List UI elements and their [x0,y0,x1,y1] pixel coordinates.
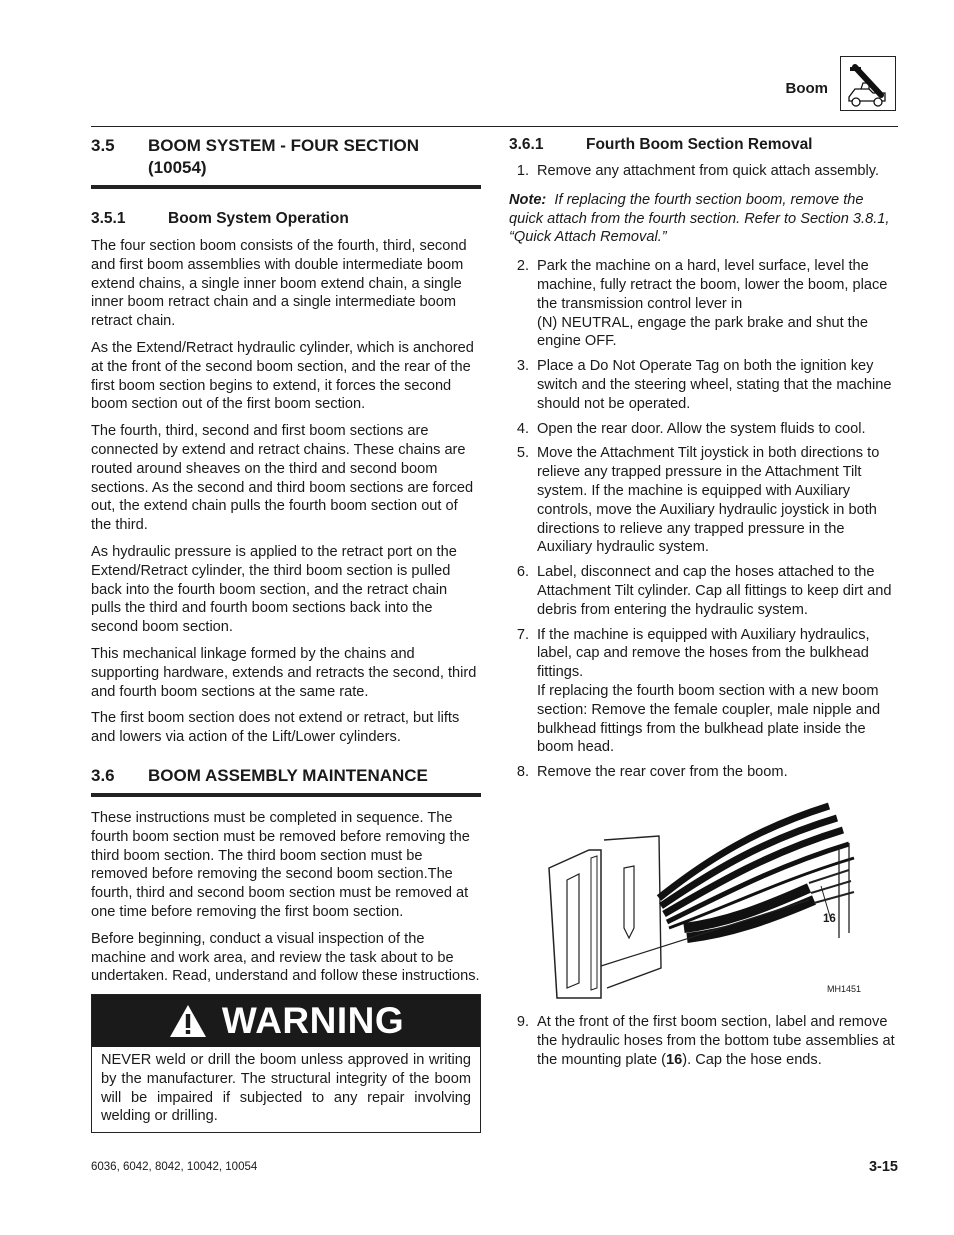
section-title-line2: (10054) [148,158,207,177]
paragraph: Before beginning, conduct a visual inspection of the machine and work area, and review the task about to be undertaken. Read, understand and follow these instructions. [91,930,480,985]
paragraph: The four section boom consists of the fourth, third, second and first boom assemblies with double intermediate boom extend chains, a single inner boom extend chain, a single inner boom retract chain and a single intermediate boom retract chain. [91,238,467,330]
step-item [509,763,898,782]
step-text [529,444,898,557]
step-text-line: If replacing the fourth boom section with a new boom section: Remove the female coupler, male nipple and bulkhead fittings from the bulkhead plate inside the boom head. [537,682,881,756]
step-text-line: Open the rear door. Allow the system fluids to cool. [537,420,866,437]
step-number: 8. [516,764,529,781]
step-text-line: Park the machine on a hard, level surface, level the machine, fully retract the boom, lower the boom, place the transmission control lever in [537,258,888,312]
boom-machine-icon [840,56,896,111]
section-number: 3.5 [91,136,115,155]
step-text-line: (N) NEUTRAL, engage the park brake and shut the engine OFF. [537,314,868,350]
steps-list [509,257,898,782]
figure-id: MH1451 [827,983,862,994]
footer-model-numbers: 6036, 6042, 8042, 10042, 10054 [91,1161,258,1173]
step-text [529,357,898,413]
warning-triangle-icon [168,1003,208,1039]
step-item [509,257,898,351]
note-text: If replacing the fourth section boom, remove the quick attach from the fourth section. Refer to Section 3.8.1, “Quick Attach Removal.” [509,191,890,246]
boom-hose-illustration [509,788,898,1003]
step-text-line: If the machine is equipped with Auxiliary hydraulics, label, cap and remove the hoses from the bulkhead fittings. [537,626,870,681]
warning-text: NEVER weld or drill the boom unless approved in writing by the manufacturer. The structural integrity of the boom will be impaired if subjected to any repair involving welding or drilling. [101,1052,471,1125]
subsection-number: 3.6.1 [509,136,544,153]
section-title: BOOM ASSEMBLY MAINTENANCE [148,765,428,785]
boom-rear-hose-figure [509,788,898,1003]
subsection-title: Boom System Operation [168,210,349,227]
paragraph: The fourth, third, second and first boom sections are connected by extend and retract chains. These chains are routed around sheaves on the third and second boom sections. As the second and third boom sections are forced out, the extend chain pulls the fourth boom section out of the third. [91,423,474,534]
step-number: 3. [516,358,529,375]
paragraph: The first boom section does not extend or retract, but lifts and lowers via action of the Lift/Lower cylinders. [91,710,460,746]
step-text [529,563,898,619]
step-text-line: Move the Attachment Tilt joystick in both directions to relieve any trapped pressure in the Attachment Tilt system. If the machine is equipped with Auxiliary controls, move the Auxiliary hydraulic joystick in both directions to relieve any trapped pressure in the Auxiliary hydraulic system. [537,445,880,556]
paragraph: These instructions must be completed in sequence. The fourth boom section must be removed before removing the third boom section. The third boom section must be removed before removing the second boom section.The fourth, third and second boom section must be removed at one time before removing the first boom section. [91,809,470,920]
step-number: 1. [516,163,529,179]
section-number: 3.6 [91,765,115,785]
subsection-title: Fourth Boom Section Removal [586,136,813,153]
section-3-5-1-heading [91,209,481,229]
section-title-line1: BOOM SYSTEM - FOUR SECTION [148,136,420,155]
step-number: 5. [516,445,529,462]
step-item [509,626,898,758]
step-text [529,257,898,351]
step-text [529,626,898,758]
section-3-6-heading [91,765,481,797]
step-text-part: ). Cap the hose ends. [682,1051,822,1068]
step-callout-ref: 16 [666,1051,683,1068]
step-number: 7. [516,626,529,643]
step-item [509,1013,898,1069]
note-label: Note: [509,191,547,208]
step-item [509,357,898,413]
section-3-6-1-heading [509,135,898,155]
step-number: 2. [516,258,529,275]
warning-banner [92,995,480,1047]
paragraph: As the Extend/Retract hydraulic cylinder, which is anchored at the front of the second boom section, and the rear of the first boom section begins to extend, it forces the second boom section out of the first boom section. [91,339,474,413]
step-number: 4. [516,420,529,437]
step-text [529,1013,898,1069]
warning-title: WARNING [221,1000,405,1042]
note [509,191,898,247]
subsection-number: 3.5.1 [91,210,126,227]
step-text: Remove any attachment from quick attach assembly. [537,163,880,179]
left-column [91,134,481,1133]
paragraph: As hydraulic pressure is applied to the retract port on the Extend/Retract cylinder, the third boom section is pulled back into the fourth boom section, and the retract chain pulls the third and fourth boom sections back into the second boom section. [91,543,457,636]
warning-box [91,994,481,1133]
step-number: 9. [516,1013,529,1030]
step-item [509,444,898,557]
step-text-line: Remove the rear cover from the boom. [537,764,788,781]
step-item [509,563,898,619]
step-text-line: Label, disconnect and cap the hoses attached to the Attachment Tilt cylinder. Cap all fittings to keep dirt and debris from entering the hydraulic system. [537,564,892,618]
paragraph: This mechanical linkage formed by the chains and supporting hardware, extends and retracts the second, third and fourth boom sections at the same rate. [91,645,477,700]
step-text [529,763,898,782]
right-column [509,134,898,1075]
page-number: 3-15 [868,1159,898,1175]
step-item [509,162,898,181]
step-number: 6. [516,564,529,581]
step-text [529,420,898,439]
header-section-label: Boom [785,80,828,97]
figure-callout-16: 16 [823,912,836,925]
header-rule [91,126,898,127]
section-3-5-heading [91,135,481,189]
step-item [509,420,898,439]
step-text-line: Place a Do Not Operate Tag on both the ignition key switch and the steering wheel, stating that the machine should not be operated. [537,358,892,412]
step-text-part: At the front of the first boom section, label and remove the hydraulic hoses from the bottom tube assemblies at the mounting plate ( [537,1013,895,1068]
